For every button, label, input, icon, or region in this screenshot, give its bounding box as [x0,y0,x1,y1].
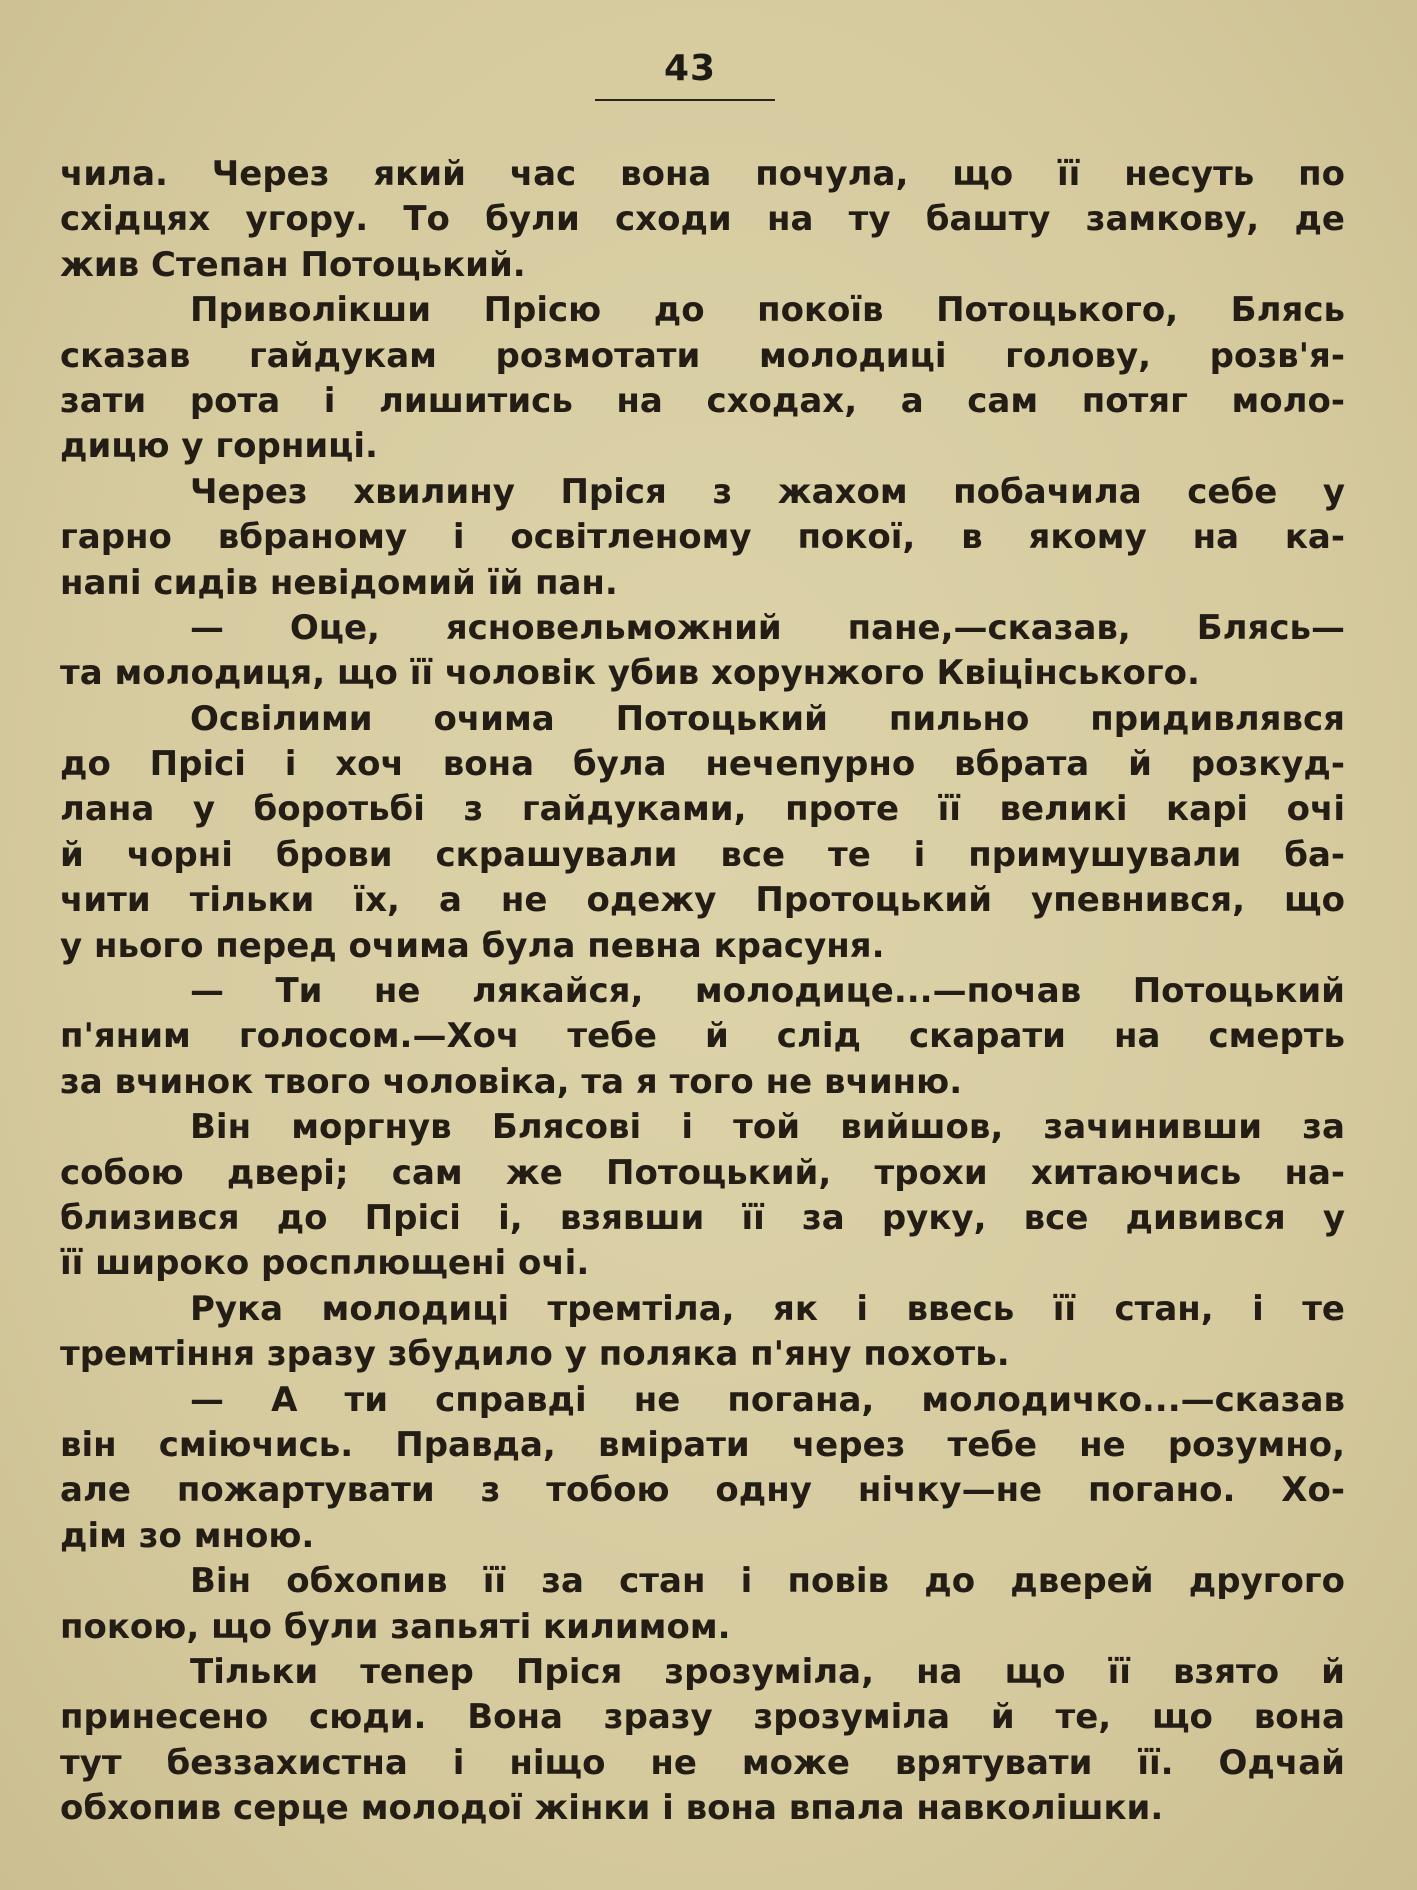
text-line: у нього перед очима була певна красуня. [60,925,885,966]
text-line: дицю у горниці. [60,426,378,467]
text-line: але пожартувати з тобою одну нічку—не погано. Хо- [60,1470,1345,1511]
text-line: дім зо мною. [60,1515,315,1556]
text-line: й чорні брови скрашували все те і примушували ба- [60,834,1345,875]
paragraph [60,152,1345,288]
text-line: Він моргнув Блясові і той вийшов, зачинивши за [190,1107,1345,1148]
text-line: Приволікши Прісю до покоїв Потоцького, Блясь [190,290,1345,331]
text-line: за вчинок твого чоловіка, та я того не вчиню. [60,1061,963,1102]
paragraph [60,1105,1345,1287]
text-line: та молодиця, що її чоловік убив хорунжого Квіцінського. [60,653,1200,694]
text-line: — А ти справді не погана, молодичко...—сказав [190,1379,1345,1420]
text-line: Рука молодиці тремтіла, як і ввесь її стан, і те [190,1288,1345,1329]
text-line: принесено сюди. Вона зразу зрозуміла й те, що вона [60,1697,1345,1738]
text-line: Тільки тепер Пріся зрозуміла, на що її взято й [190,1651,1345,1692]
text-line: Освілими очима Потоцький пильно придивлявся [190,698,1345,739]
text-line: — Оце, ясновельможний пане,—сказав, Блясь— [190,607,1345,648]
paragraph [60,969,1345,1105]
text-line: гарно вбраному і освітленому покої, в якому на ка- [60,517,1345,558]
text-line: сказав гайдукам розмотати молодиці голову, розв'я- [60,335,1345,376]
text-line: обхопив серце молодої жінки і вона впала навколішки. [60,1788,1164,1829]
text-line: п'яним голосом.—Хоч тебе й слід скарати на смерть [60,1016,1345,1057]
text-line: тут беззахистна і ніщо не може врятувати її. Одчай [60,1742,1345,1783]
page-number-rule [595,99,775,101]
text-line: лана у боротьбі з гайдуками, проте її великі карі очі [60,789,1345,830]
text-line: він сміючись. Правда, вмірати через тебе не розумно, [60,1424,1345,1465]
text-line: собою двері; сам же Потоцький, трохи хитаючись на- [60,1152,1345,1193]
page-number: 43 [663,48,717,89]
text-line: чила. Через який час вона почула, що її несуть по [60,154,1345,194]
text-line: жив Степан Потоцький. [60,244,526,285]
text-line: тремтіння зразу збудило у поляка п'яну похоть. [60,1334,1010,1375]
paragraph [60,288,1345,470]
paragraph [60,470,1345,606]
text-line: зати рота і лишитись на сходах, а сам потяг моло- [60,380,1345,421]
text-line: покою, що були запьяті килимом. [60,1606,731,1647]
text-line: Через хвилину Пріся з жахом побачила себе у [190,471,1345,512]
text-line: до Прісі і хоч вона була нечепурно вбрата й розкуд- [60,744,1345,785]
text-line: — Ти не лякайся, молодице...—почав Потоцький [190,971,1345,1012]
text-line: напі сидів невідомий їй пан. [60,562,618,603]
text-line: її широко росплющені очі. [60,1243,590,1284]
text-line: східцях угору. То були сходи на ту башту замкову, де [60,199,1345,240]
paragraph [60,1559,1345,1650]
paragraph [60,697,1345,969]
body-text [60,152,1345,1831]
paragraph [60,1650,1345,1832]
text-line: Він обхопив її за стан і повів до дверей другого [190,1561,1345,1602]
text-line: близився до Прісі і, взявши її за руку, все дивився у [60,1197,1345,1238]
paragraph [60,1287,1345,1378]
paragraph [60,1378,1345,1560]
text-line: чити тільки їх, а не одежу Протоцький упевнився, що [60,880,1345,921]
paragraph [60,606,1345,697]
